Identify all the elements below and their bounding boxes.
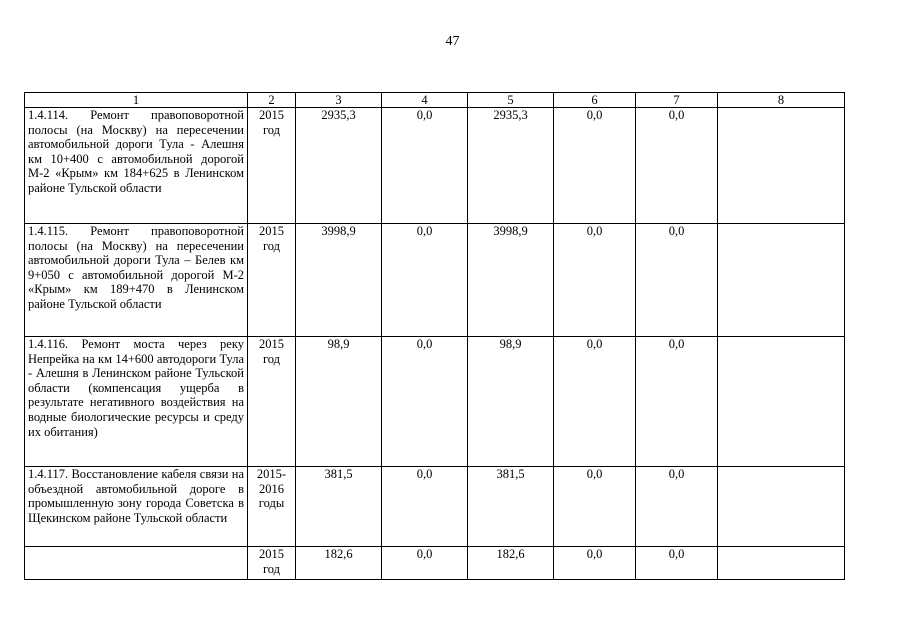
activity-name: 1.4.115. Ремонт правоповоротной полосы (на Москву) на пересечении автомобильной дороги Тула – Белев км 9+050 с автомобильной дорогой М-2 «Крым» км 189+470 в Ленинском районе Тульской области xyxy=(25,224,248,337)
column-header-2: 2 xyxy=(248,93,296,108)
table-row xyxy=(25,547,845,580)
value-col-5: 3998,9 xyxy=(468,224,554,337)
value-col-5: 381,5 xyxy=(468,467,554,547)
value-col-3: 381,5 xyxy=(296,467,382,547)
value-col-6: 0,0 xyxy=(554,467,636,547)
column-header-4: 4 xyxy=(382,93,468,108)
value-col-3: 182,6 xyxy=(296,547,382,580)
value-col-7: 0,0 xyxy=(636,224,718,337)
value-col-6: 0,0 xyxy=(554,547,636,580)
value-col-6: 0,0 xyxy=(554,224,636,337)
activity-name: 1.4.114. Ремонт правоповоротной полосы (на Москву) на пересечении автомобильной дороги Тула - Алешня км 10+400 с автомобильной дорогой М-2 «Крым» км 184+625 в Ленинском районе Тульской области xyxy=(25,108,248,224)
value-col-3: 3998,9 xyxy=(296,224,382,337)
column-header-5: 5 xyxy=(468,93,554,108)
value-col-7: 0,0 xyxy=(636,547,718,580)
value-col-3: 2935,3 xyxy=(296,108,382,224)
value-col-4: 0,0 xyxy=(382,467,468,547)
table-row xyxy=(25,224,845,337)
value-col-5: 2935,3 xyxy=(468,108,554,224)
activity-name: 1.4.117. Восстановление кабеля связи на объездной автомобильной дороге в промышленную зону города Советска в Щекинском районе Тульской области xyxy=(25,467,248,547)
activity-name xyxy=(25,547,248,580)
activity-year: 2015 год xyxy=(248,337,296,467)
value-col-4: 0,0 xyxy=(382,224,468,337)
value-col-8 xyxy=(718,337,845,467)
column-header-8: 8 xyxy=(718,93,845,108)
value-col-7: 0,0 xyxy=(636,108,718,224)
value-col-8 xyxy=(718,547,845,580)
value-col-4: 0,0 xyxy=(382,108,468,224)
table-row xyxy=(25,337,845,467)
value-col-7: 0,0 xyxy=(636,467,718,547)
table-row xyxy=(25,108,845,224)
value-col-6: 0,0 xyxy=(554,108,636,224)
activity-year: 2015-2016 годы xyxy=(248,467,296,547)
page-number: 47 xyxy=(445,34,460,49)
column-header-7: 7 xyxy=(636,93,718,108)
activity-year: 2015 год xyxy=(248,108,296,224)
value-col-4: 0,0 xyxy=(382,547,468,580)
value-col-8 xyxy=(718,467,845,547)
activity-year: 2015 год xyxy=(248,547,296,580)
value-col-6: 0,0 xyxy=(554,337,636,467)
header-row xyxy=(25,93,845,108)
table-row xyxy=(25,467,845,547)
column-header-6: 6 xyxy=(554,93,636,108)
value-col-5: 98,9 xyxy=(468,337,554,467)
budget-table xyxy=(24,92,845,580)
activity-year: 2015 год xyxy=(248,224,296,337)
value-col-7: 0,0 xyxy=(636,337,718,467)
activity-name: 1.4.116. Ремонт моста через реку Непрейка на км 14+600 автодороги Тула - Алешня в Ленинском районе Тульской области (компенсация ущерба в результате негативного воздействия на водные биологические ресурсы и среду их обитания) xyxy=(25,337,248,467)
value-col-8 xyxy=(718,224,845,337)
value-col-8 xyxy=(718,108,845,224)
column-header-3: 3 xyxy=(296,93,382,108)
value-col-4: 0,0 xyxy=(382,337,468,467)
value-col-3: 98,9 xyxy=(296,337,382,467)
value-col-5: 182,6 xyxy=(468,547,554,580)
column-header-1: 1 xyxy=(25,93,248,108)
